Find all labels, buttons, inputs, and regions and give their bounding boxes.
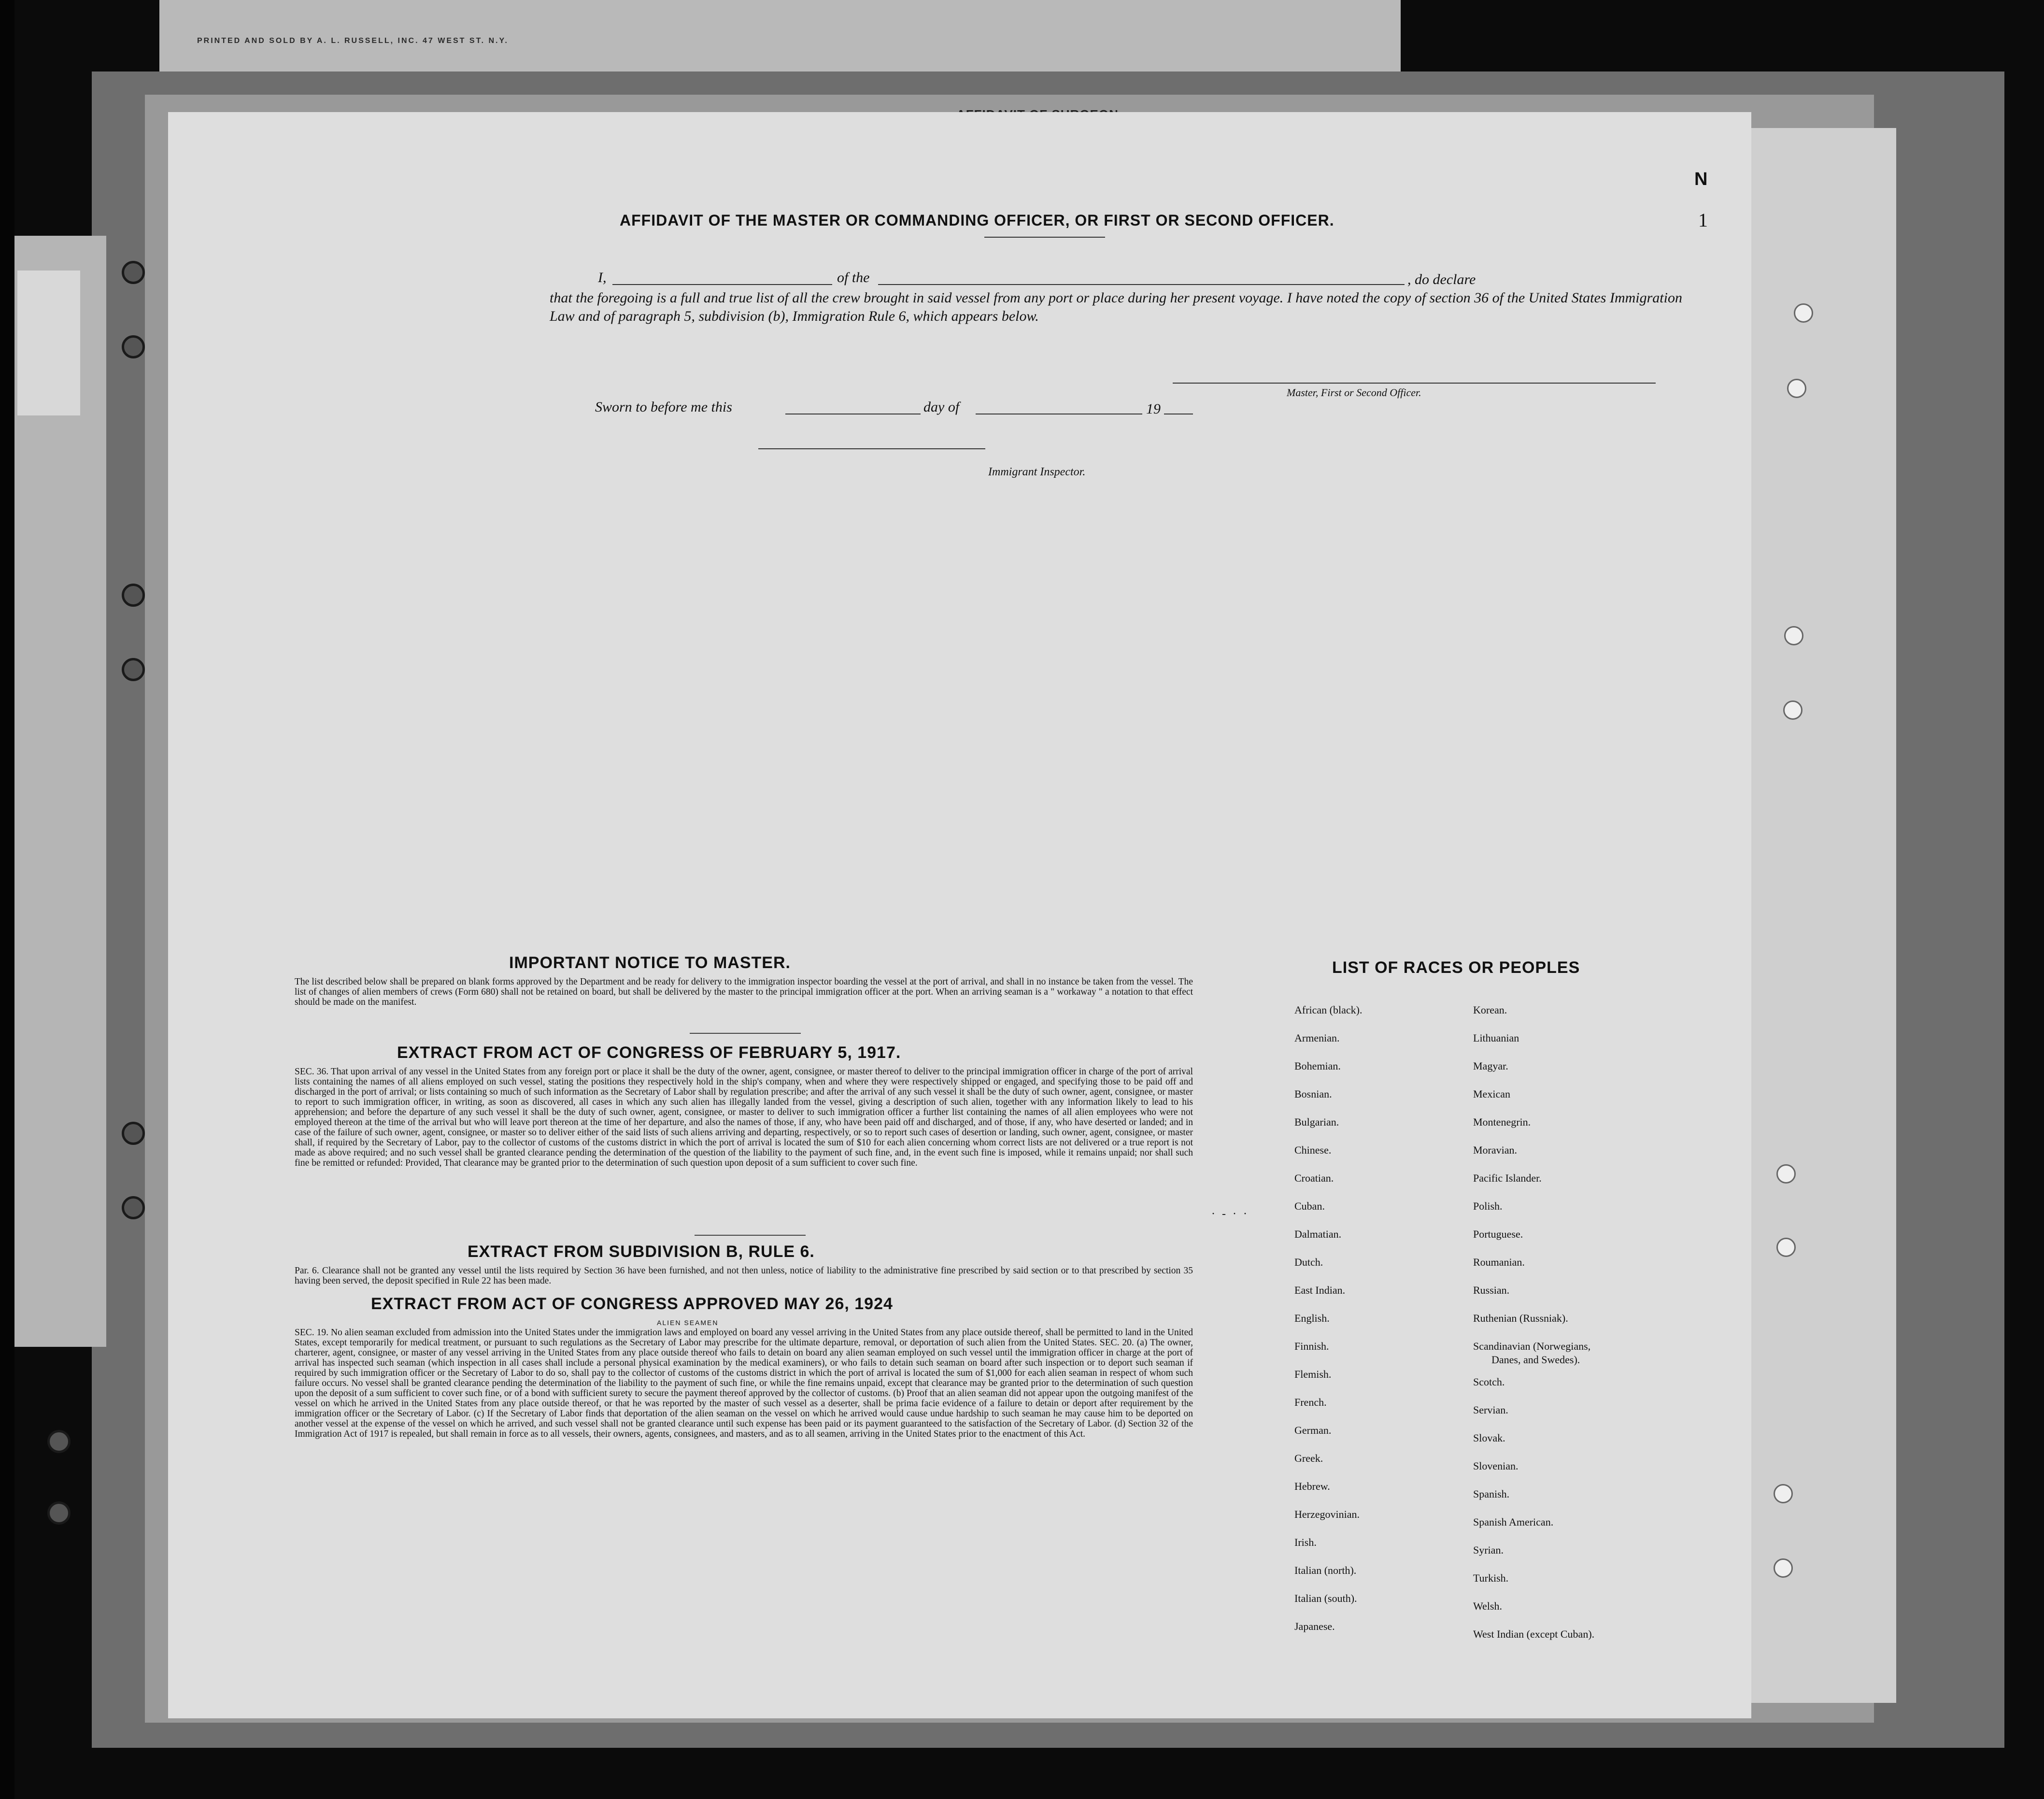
race-item: West Indian (except Cuban). bbox=[1473, 1628, 1595, 1640]
stray-marks: · - · · bbox=[1211, 1208, 1249, 1220]
affidavit-form-page bbox=[168, 112, 1751, 1718]
race-item: Roumanian. bbox=[1473, 1256, 1525, 1268]
i-label: I, bbox=[598, 270, 607, 286]
binder-hole-icon bbox=[122, 1196, 145, 1219]
punch-hole-icon bbox=[1776, 1164, 1796, 1184]
race-item: Flemish. bbox=[1294, 1368, 1332, 1380]
punch-hole-icon bbox=[1776, 1238, 1796, 1257]
race-item: Lithuanian bbox=[1473, 1032, 1519, 1044]
race-item: Montenegrin. bbox=[1473, 1116, 1531, 1128]
printer-note: PRINTED AND SOLD BY A. L. RUSSELL, INC. 47 WEST ST. N.Y. bbox=[197, 37, 509, 45]
underlying-page-strip bbox=[1751, 128, 1896, 1703]
do-declare-label: , do declare bbox=[1407, 271, 1476, 287]
notice-text: The list described below shall be prepared on blank forms approved by the Department and be ready for delivery to the immigration inspector boarding the vessel at the port of arrival, and shall in no instance be taken from the vessel. The list of changes of alien members of crews (Form 680) shall not be retained on board, but shall be delivered by the master to the principal immigration officer at the port. When an arriving seaman is a " workaway " a notation to that effect should be made on the manifest. bbox=[295, 977, 1193, 1007]
race-item: Slovak. bbox=[1473, 1432, 1505, 1444]
punch-hole-icon bbox=[1787, 379, 1806, 398]
section-divider bbox=[690, 1033, 801, 1034]
act-1917-text: SEC. 36. That upon arrival of any vessel in the United States from any foreign port or place it shall be the duty of the owner, agent, consignee, or master thereof to deliver to the principal immigration officer in charge of the port of arrival lists containing the names of all aliens employed on such vessel, stating the positions they respectively hold in the ship's company, when and where they were respectively shipped or engaged, and specifying those to be paid off and discharged in the port of arrival; or lists containing so much of such information as the Secretary of Labor shall by regulation prescribe; and after the arrival of any such vessel it shall be the duty of such owner, agent, consignee, or master to report to such immigration officer, in writing, as soon as discovered, all cases in which any such alien has illegally landed from the vessel, giving a description of such alien, together with any information likely to lead to his apprehension; and before the departure of any such vessel it shall be the duty of such owner, agent, consignee, or master to deliver to such immigration officer a further list containing the names of all alien employees who were not employed thereon at the time of the arrival but who will leave port thereon at the time of her departure, and also the names of those, if any, who have been paid off and discharged, and of those, if any, who have deserted or landed; and in case of the failure of such owner, agent, consignee, or master so to deliver either of the said lists of such aliens arriving and departing, respectively, or so to report such cases of desertion or landing, such owner, agent, consignee, or master shall, if required by the Secretary of Labor, pay to the collector of customs of the customs district in which the port of arrival is located the sum of $10 for each alien concerning whom correct lists are not delivered or a true report is not made as above required; and no such vessel shall be granted clearance pending the determination of the question of the liability to the payment of such fine, and, in the event such fine is imposed, while it remains unpaid; nor shall such fine be remitted or refunded: Provided, That clearance may be granted prior to the determination of such question upon deposit of a sum sufficient to cover such fine. bbox=[295, 1067, 1193, 1168]
race-item: Russian. bbox=[1473, 1284, 1510, 1296]
race-item: Spanish American. bbox=[1473, 1516, 1554, 1528]
inspector-signature-label: Immigrant Inspector. bbox=[988, 466, 1086, 478]
background-paper-top bbox=[159, 0, 1401, 72]
race-item: Bohemian. bbox=[1294, 1060, 1341, 1072]
race-item: Hebrew. bbox=[1294, 1480, 1330, 1492]
name-field[interactable] bbox=[612, 284, 832, 285]
affidavit-title: AFFIDAVIT OF THE MASTER OR COMMANDING OFFICER, OR FIRST OR SECOND OFFICER. bbox=[620, 212, 1334, 229]
sworn-label: Sworn to before me this bbox=[595, 399, 732, 415]
punch-hole-icon bbox=[1783, 700, 1803, 720]
rule-6-title: EXTRACT FROM SUBDIVISION B, RULE 6. bbox=[468, 1242, 815, 1261]
inspector-signature-field[interactable] bbox=[758, 448, 985, 449]
binder-hole-icon bbox=[122, 261, 145, 284]
race-item: Korean. bbox=[1473, 1004, 1507, 1016]
of-the-label: of the bbox=[837, 270, 870, 286]
binder-hole-icon bbox=[122, 1122, 145, 1145]
background-edge bbox=[0, 0, 14, 1799]
race-item: Portuguese. bbox=[1473, 1228, 1523, 1240]
race-item: Spanish. bbox=[1473, 1488, 1510, 1500]
race-item: Ruthenian (Russniak). bbox=[1473, 1312, 1568, 1324]
race-item: Dutch. bbox=[1294, 1256, 1323, 1268]
master-signature-field[interactable] bbox=[1173, 383, 1656, 384]
race-item: Syrian. bbox=[1473, 1544, 1504, 1556]
act-1924-title: EXTRACT FROM ACT OF CONGRESS APPROVED MAY 26, 1924 bbox=[371, 1295, 893, 1313]
race-item: Mexican bbox=[1473, 1088, 1510, 1100]
alien-seamen-subtitle: ALIEN SEAMEN bbox=[657, 1319, 719, 1327]
race-item: Chinese. bbox=[1294, 1144, 1332, 1156]
race-item: Scandinavian (Norwegians, bbox=[1473, 1340, 1591, 1352]
race-item: Polish. bbox=[1473, 1200, 1503, 1212]
day-of-label: day of bbox=[923, 399, 960, 415]
race-item: Bulgarian. bbox=[1294, 1116, 1339, 1128]
race-item: East Indian. bbox=[1294, 1284, 1346, 1296]
race-item: Moravian. bbox=[1473, 1144, 1518, 1156]
punch-hole-icon bbox=[1794, 303, 1813, 323]
race-item: Armenian. bbox=[1294, 1032, 1340, 1044]
punch-hole-icon bbox=[1784, 626, 1803, 645]
race-item: Greek. bbox=[1294, 1452, 1323, 1464]
race-item: Finnish. bbox=[1294, 1340, 1329, 1352]
race-item: Herzegovinian. bbox=[1294, 1508, 1360, 1520]
affidavit-statement: that the foregoing is a full and true list of all the crew brought in said vessel from any port or place during her present voyage. I have noted the copy of section 36 of the United States Immigration Law and of paragraph 5, subdivision (b), Immigration Rule 6, which appears below. bbox=[550, 290, 1682, 324]
master-signature-label: Master, First or Second Officer. bbox=[1287, 386, 1421, 399]
page-number: 1 bbox=[1698, 209, 1708, 231]
vessel-name-field[interactable] bbox=[878, 284, 1405, 285]
binder-hole-icon bbox=[122, 584, 145, 607]
binder-hole-icon bbox=[122, 335, 145, 358]
title-rule bbox=[984, 237, 1105, 238]
race-item: Scotch. bbox=[1473, 1376, 1505, 1388]
race-item: Turkish. bbox=[1473, 1572, 1509, 1584]
notice-title: IMPORTANT NOTICE TO MASTER. bbox=[509, 954, 791, 972]
binder-hole-icon bbox=[47, 1430, 71, 1453]
race-item: Cuban. bbox=[1294, 1200, 1325, 1212]
act-1917-title: EXTRACT FROM ACT OF CONGRESS OF FEBRUARY 5, 1917. bbox=[397, 1043, 901, 1062]
race-item: French. bbox=[1294, 1396, 1327, 1408]
corner-mark: N bbox=[1694, 169, 1709, 189]
punch-hole-icon bbox=[1774, 1558, 1793, 1578]
race-item: African (black). bbox=[1294, 1004, 1363, 1016]
section-divider bbox=[695, 1235, 806, 1236]
race-item: Dalmatian. bbox=[1294, 1228, 1342, 1240]
race-item: Danes, and Swedes). bbox=[1491, 1354, 1580, 1366]
race-item: English. bbox=[1294, 1312, 1330, 1324]
binder-hole-icon bbox=[47, 1501, 71, 1525]
race-item: Servian. bbox=[1473, 1404, 1508, 1416]
race-item: Welsh. bbox=[1473, 1600, 1502, 1612]
race-item: German. bbox=[1294, 1424, 1332, 1436]
race-item: Slovenian. bbox=[1473, 1460, 1519, 1472]
rule-6-text: Par. 6. Clearance shall not be granted any vessel until the lists required by Section 36 have been furnished, and not then unless, notice of liability to the administrative fine prescribed by said section or to that prescribed by section 35 having been served, the deposit specified in Rule 22 has been made. bbox=[295, 1266, 1193, 1286]
binder-hole-icon bbox=[122, 658, 145, 681]
background-left-stub-inner bbox=[17, 271, 80, 415]
races-list-title: LIST OF RACES OR PEOPLES bbox=[1332, 958, 1580, 977]
race-item: Magyar. bbox=[1473, 1060, 1508, 1072]
race-item: Croatian. bbox=[1294, 1172, 1334, 1184]
race-item: Bosnian. bbox=[1294, 1088, 1332, 1100]
race-item: Japanese. bbox=[1294, 1620, 1335, 1632]
act-1924-text: SEC. 19. No alien seaman excluded from admission into the United States under the immigration laws and employed on board any vessel arriving in the United States from any place outside thereof, shall be permitted to land in the United States, except temporarily for medical treatment, or pursuant to such regulations as the Secretary of Labor may prescribe for the ultimate departure, removal, or deportation of such alien from the United States. SEC. 20. (a) The owner, charterer, agent, consignee, or master of any vessel arriving in the United States from any place outside thereof who fails to detain on board any alien seaman employed on such vessel until the immigration officer in charge at the port of arrival has inspected such seaman (which inspection in all cases shall include a personal physical examination by the medical examiners), or who fails to detain such seaman on board after such inspection or to deport such seaman if required by such immigration officer or the Secretary of Labor to do so, shall pay to the collector of customs of the customs district in which the port of arrival is located the sum of $1,000 for each alien seaman in respect of whom such failure occurs. No vessel shall be granted clearance pending the determination of the liability to the payment of such fine, or while the fine remains unpaid, except that clearance may be granted prior to the determination of such question upon the deposit of a sum sufficient to cover such fine, or of a bond with sufficient surety to secure the payment thereof approved by the collector of customs. (b) Proof that an alien seaman did not appear upon the outgoing manifest of the vessel on which he arrived in the United States from any place outside thereof, or that he was reported by the master of such vessel as a deserter, shall be prima facie evidence of a failure to detain or deport after requirement by the immigration officer or the Secretary of Labor. (c) If the Secretary of Labor finds that deportation of the alien seaman on the vessel on which he arrived would cause undue hardship to such seaman he may cause him to be deported on another vessel at the expense of the vessel on which he arrived, and such vessel shall not be granted clearance until such expense has been paid or its payment guaranteed to the satisfaction of the Secretary of Labor. (d) Section 32 of the Immigration Act of 1917 is repealed, but shall remain in force as to all vessels, their owners, agents, consignees, and masters, and as to all seamen, arriving in the United States prior to the enactment of this Act. bbox=[295, 1328, 1193, 1439]
race-item: Italian (south). bbox=[1294, 1592, 1357, 1604]
race-item: Pacific Islander. bbox=[1473, 1172, 1542, 1184]
punch-hole-icon bbox=[1774, 1484, 1793, 1503]
race-item: Irish. bbox=[1294, 1536, 1317, 1548]
year-label: 19 bbox=[1146, 401, 1161, 417]
race-item: Italian (north). bbox=[1294, 1564, 1357, 1576]
